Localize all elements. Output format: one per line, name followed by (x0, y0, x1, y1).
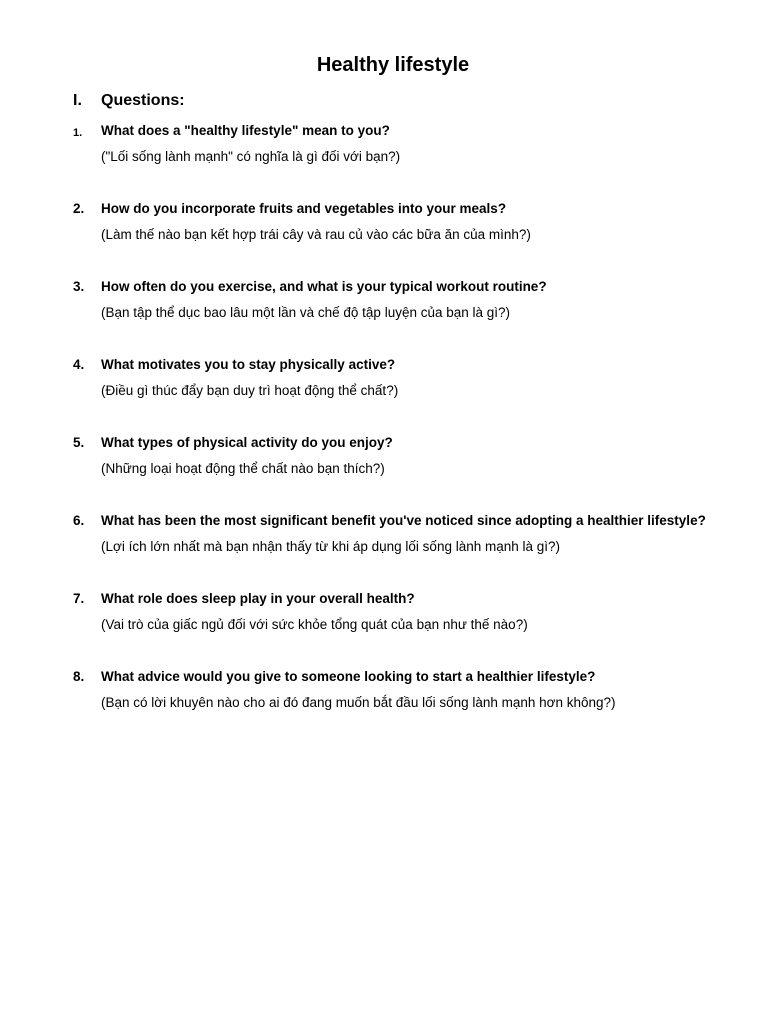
question-number: 5. (73, 435, 85, 450)
question-text: What does a "healthy lifestyle" mean to you? (101, 123, 390, 138)
question-item (73, 120, 753, 198)
question-number: 8. (73, 669, 85, 684)
question-number: 3. (73, 279, 85, 294)
question-number: 6. (73, 513, 85, 528)
section-number: I. (73, 92, 82, 109)
question-text: How do you incorporate fruits and vegetables into your meals? (101, 201, 507, 216)
question-translation: (Vai trò của giấc ngủ đối với sức khỏe tổng quát của bạn như thế nào?) (101, 617, 528, 632)
question-list (73, 120, 753, 744)
question-translation: (Bạn có lời khuyên nào cho ai đó đang muốn bắt đầu lối sống lành mạnh hơn không?) (101, 695, 616, 710)
question-text: How often do you exercise, and what is your typical workout routine? (101, 279, 547, 294)
question-item (73, 432, 753, 510)
question-translation: (Bạn tập thể dục bao lâu một lần và chế độ tập luyện của bạn là gì?) (101, 305, 511, 320)
question-text: What motivates you to stay physically active? (101, 357, 396, 372)
question-translation: ("Lối sống lành mạnh" có nghĩa là gì đối với bạn?) (101, 149, 401, 164)
question-item (73, 276, 753, 354)
question-text: What advice would you give to someone looking to start a healthier lifestyle? (101, 669, 596, 684)
question-text: What has been the most significant benefit you've noticed since adopting a healthier lifestyle? (101, 513, 706, 528)
question-item (73, 510, 753, 588)
question-item (73, 666, 753, 744)
question-translation: (Điều gì thúc đẩy bạn duy trì hoạt động thể chất?) (101, 383, 399, 398)
section-heading (73, 90, 185, 112)
question-text: What role does sleep play in your overall health? (101, 591, 415, 606)
question-item (73, 588, 753, 666)
section-label: Questions: (101, 92, 185, 109)
question-item (73, 198, 753, 276)
question-translation: (Làm thế nào bạn kết hợp trái cây và rau củ vào các bữa ăn của mình?) (101, 227, 531, 242)
question-item (73, 354, 753, 432)
question-number: 4. (73, 357, 85, 372)
question-translation: (Lợi ích lớn nhất mà bạn nhận thấy từ khi áp dụng lối sống lành mạnh là gì?) (101, 539, 561, 554)
question-number: 2. (73, 201, 85, 216)
question-number: 7. (73, 591, 85, 606)
page-title: Healthy lifestyle (316, 54, 470, 76)
question-text: What types of physical activity do you enjoy? (101, 435, 393, 450)
question-translation: (Những loại hoạt động thể chất nào bạn thích?) (101, 461, 385, 476)
question-number: 1. (73, 127, 83, 139)
